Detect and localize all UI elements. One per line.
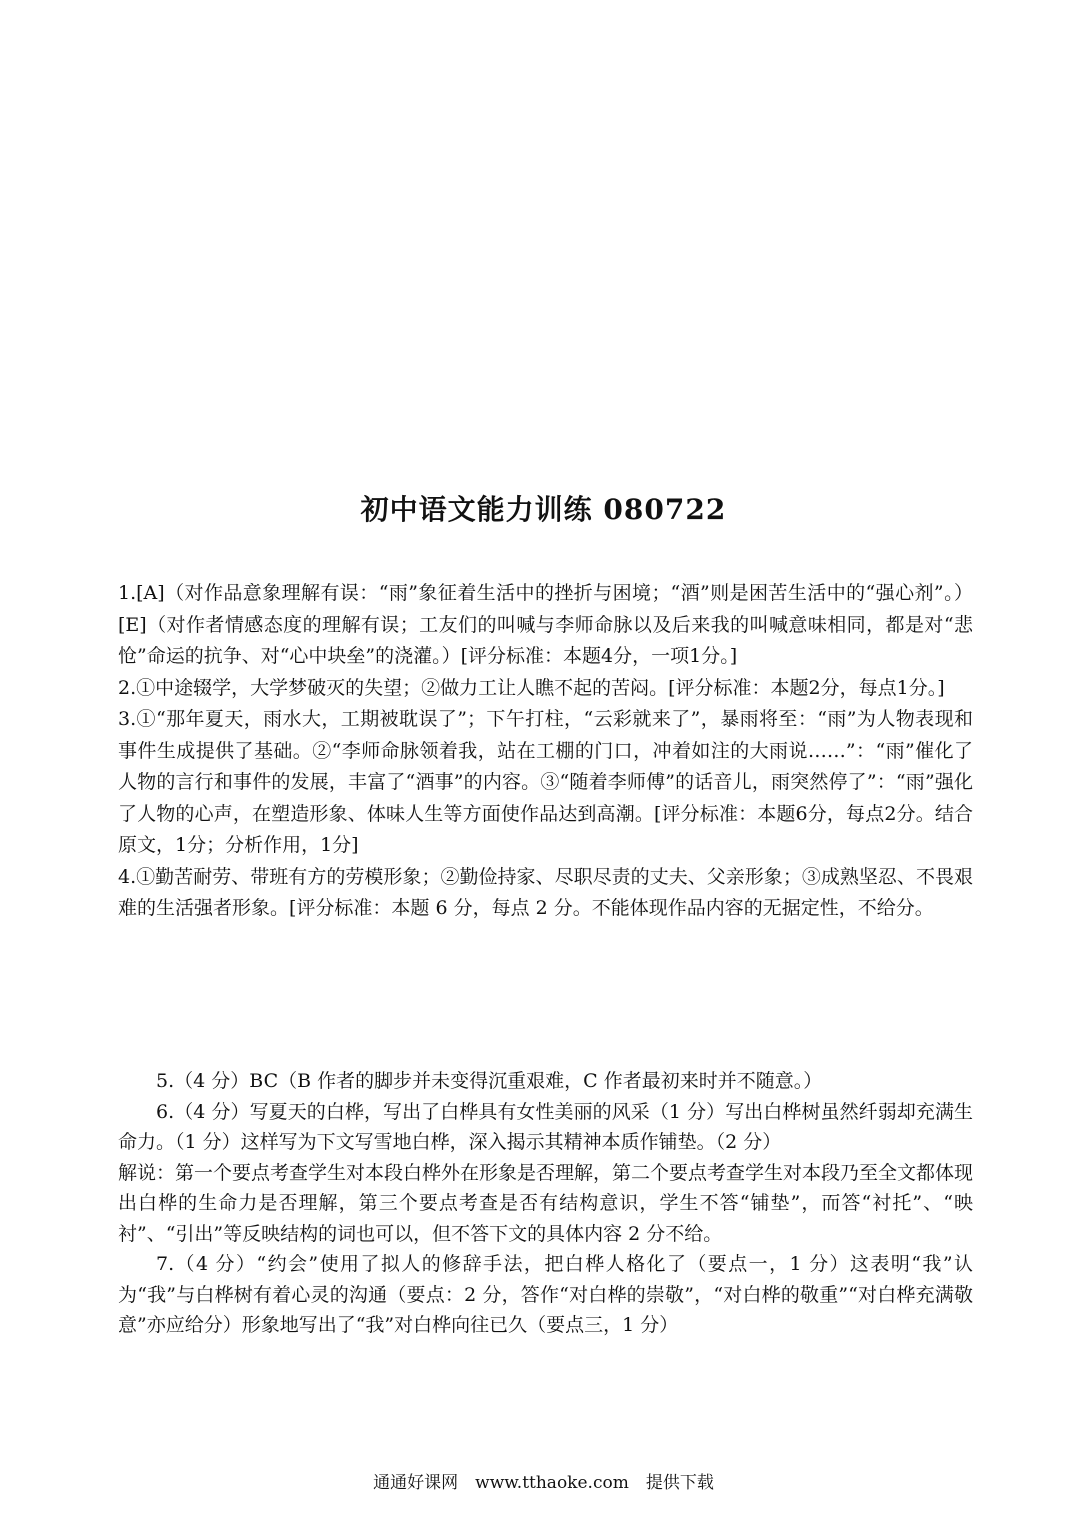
answer-3: 3.①“那年夏天，雨水大，工期被耽误了”；下午打柱，“云彩就来了”，暴雨将至：“雨”为人物表现和事件生成提供了基础。②“李师命脉领着我，站在工棚的门口，冲着如注的大雨说……”：“雨”催化了人物的言行和事件的发展，丰富了“酒事”的内容。③“随着李师傅”的话音儿，雨突然停了”：“雨”强化了人物的心声，在塑造形象、体味人生等方面使作品达到高潮。[评分标准：本题6分，每点2分。结合原文，1分；分析作用，1分]	[118, 708, 973, 856]
answer-6-explanation: 解说：第一个要点考查学生对本段白桦外在形象是否理解，第二个要点考查学生对本段乃至全文都体现出白桦的生命力是否理解，第三个要点考查是否有结构意识，学生不答“铺垫”，而答“衬托”、“映衬”、“引出”等反映结构的词也可以，但不答下文的具体内容 2 分不给。	[118, 1161, 974, 1245]
answers-part-1	[118, 578, 973, 925]
answer-5: 5.（4 分）BC（B 作者的脚步并未变得沉重艰难，C 作者最初来时并不随意。）	[156, 1070, 823, 1092]
answer-2: 2.①中途辍学，大学梦破灭的失望；②做力工让人瞧不起的苦闷。[评分标准：本题2分，每点1分。]	[118, 676, 945, 699]
answers-part-2	[118, 1066, 973, 1341]
answer-1: 1.[A]（对作品意象理解有误：“雨”象征着生活中的挫折与困境；“酒”则是困苦生活中的“强心剂”。）[E]（对作者情感态度的理解有误；工友们的叫喊与李师命脉以及后来我的叫喊意味相同，都是对“悲怆”命运的抗争、对“心中块垒”的浇灌。）[评分标准：本题4分，一项1分。]	[118, 582, 973, 667]
page-footer: 通通好课网 www.tthaoke.com 提供下载	[373, 1473, 714, 1493]
answer-6: 6.（4 分）写夏天的白桦，写出了白桦具有女性美丽的风采（1 分）写出白桦树虽然纤弱却充满生命力。（1 分）这样写为下文写雪地白桦，深入揭示其精神本质作铺垫。（2 分）	[118, 1100, 973, 1153]
answer-4: 4.①勤苦耐劳、带班有方的劳模形象；②勤俭持家、尽职尽责的丈夫、父亲形象；③成熟坚忍、不畏艰难的生活强者形象。[评分标准：本题 6 分，每点 2 分。不能体现作品内容的无据定性，不给分。	[118, 865, 973, 919]
answer-7: 7.（4 分）“约会”使用了拟人的修辞手法，把白桦人格化了（要点一，1 分）这表明“我”认为“我”与白桦树有着心灵的沟通（要点：2 分，答作“对白桦的崇敬”，“对白桦的敬重”“对白桦充满敬意”亦应给分）形象地写出了“我”对白桦向往已久（要点三，1 分）	[118, 1253, 973, 1336]
document-title: 初中语文能力训练 080722	[360, 493, 727, 526]
